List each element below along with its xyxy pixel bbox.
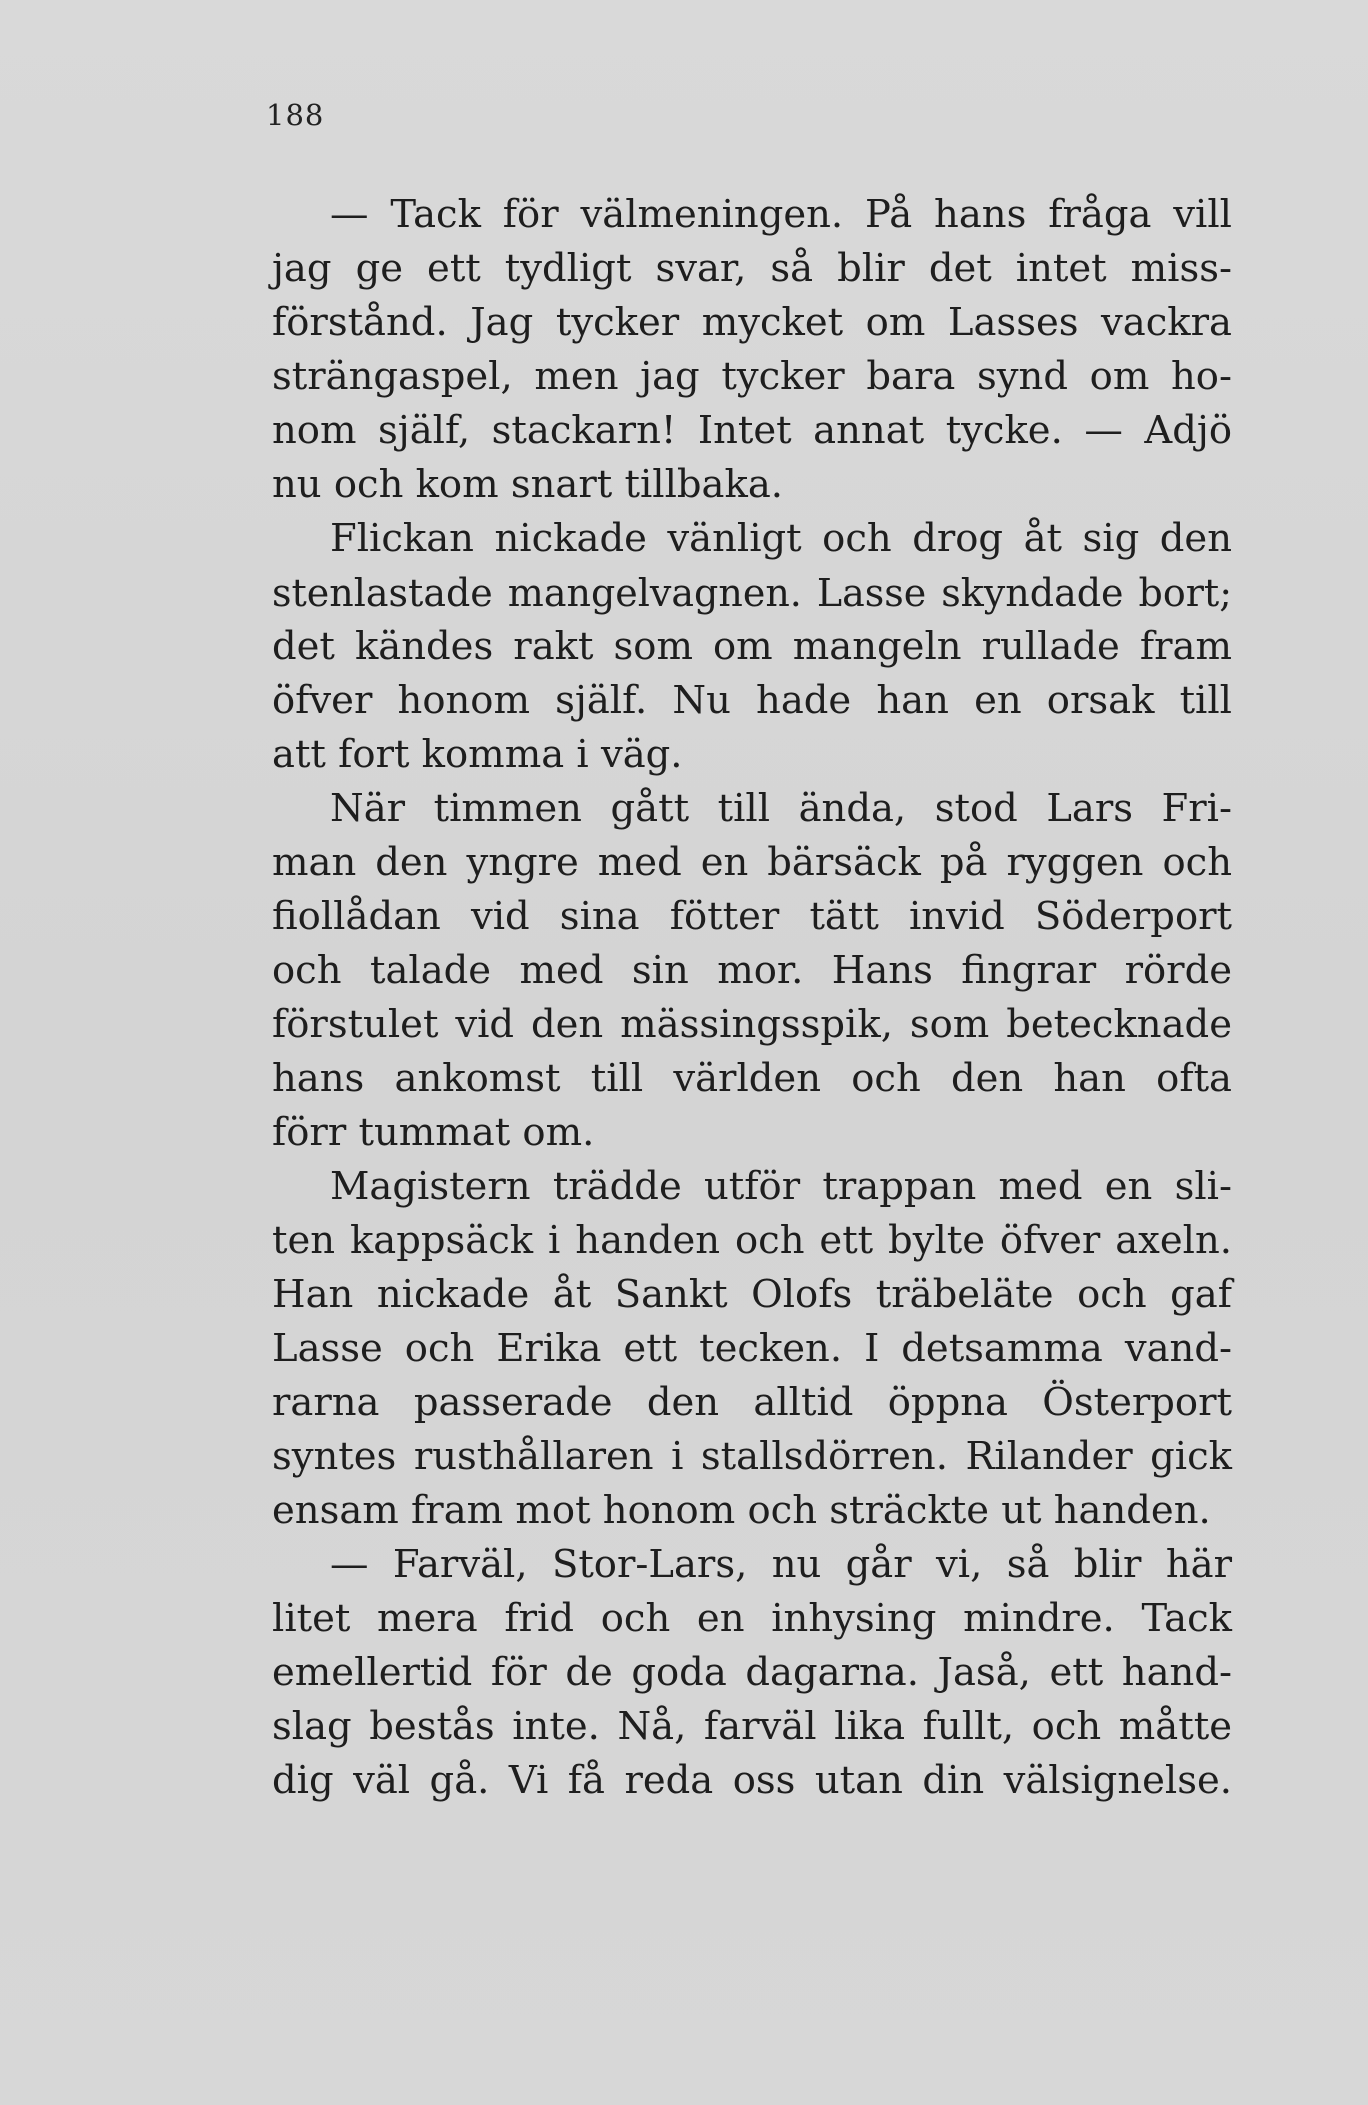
text-line: och talade med sin mor. Hans fingrar rörde (272, 948, 1232, 993)
text-line: Lasse och Erika ett tecken. I detsamma vand- (272, 1326, 1232, 1371)
text-line: förstulet vid den mässingsspik, som betecknade (272, 1002, 1232, 1047)
text-line: fiollådan vid sina fötter tätt invid Söderport (272, 894, 1232, 939)
text-line: nom själf, stackarn! Intet annat tycke. — Adjö (272, 408, 1232, 453)
text-line: När timmen gått till ända, stod Lars Fri- (330, 786, 1232, 831)
text-line: dig väl gå. Vi få reda oss utan din välsignelse. (272, 1758, 1232, 1803)
text-line: emellertid för de goda dagarna. Jaså, ett hand- (272, 1650, 1232, 1695)
text-line: strängaspel, men jag tycker bara synd om ho- (272, 354, 1232, 399)
text-line: förstånd. Jag tycker mycket om Lasses vackra (272, 300, 1232, 345)
text-line: — Tack för välmeningen. På hans fråga vill (330, 192, 1232, 237)
text-line: ten kappsäck i handen och ett bylte öfver axeln. (272, 1218, 1232, 1263)
text-line: ensam fram mot honom och sträckte ut handen. (272, 1488, 1211, 1533)
text-line: slag bestås inte. Nå, farväl lika fullt, och måtte (272, 1704, 1232, 1749)
text-line: förr tummat om. (272, 1110, 595, 1155)
text-line: stenlastade mangelvagnen. Lasse skyndade bort; (272, 571, 1232, 615)
body-text (272, 188, 1232, 1808)
text-line: att fort komma i väg. (272, 732, 683, 777)
text-line: nu och kom snart tillbaka. (272, 462, 784, 507)
text-line: man den yngre med en bärsäck på ryggen och (272, 840, 1232, 885)
text-line: Magistern trädde utför trappan med en sli- (330, 1164, 1232, 1209)
text-line: — Farväl, Stor-Lars, nu går vi, så blir här (330, 1542, 1232, 1587)
text-line: rarna passerade den alltid öppna Österport (272, 1380, 1232, 1425)
text-line: litet mera frid och en inhysing mindre. Tack (272, 1596, 1232, 1641)
text-line: Flickan nickade vänligt och drog åt sig den (330, 516, 1232, 561)
text-line: det kändes rakt som om mangeln rullade fram (272, 624, 1232, 669)
text-line: syntes rusthållaren i stallsdörren. Rilander gick (272, 1434, 1232, 1479)
text-line: jag ge ett tydligt svar, så blir det intet miss- (272, 246, 1232, 291)
text-line: öfver honom själf. Nu hade han en orsak till (272, 678, 1232, 723)
page-number: 188 (266, 98, 325, 132)
text-line: hans ankomst till världen och den han ofta (272, 1056, 1232, 1101)
text-line: Han nickade åt Sankt Olofs träbeläte och gaf (272, 1272, 1232, 1317)
